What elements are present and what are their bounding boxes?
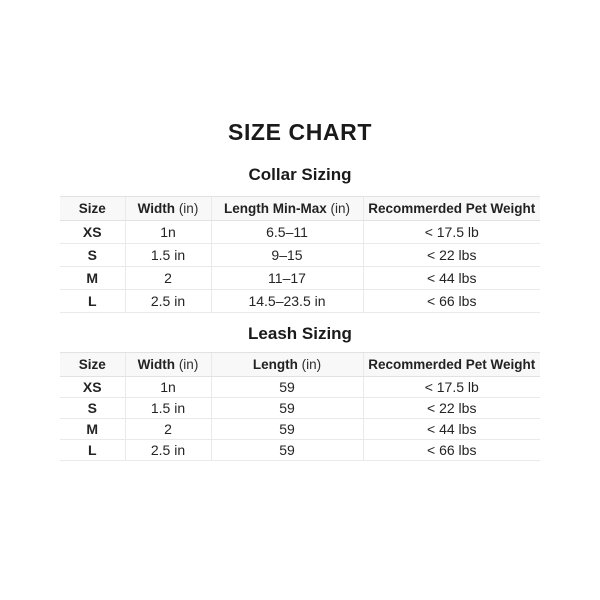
length-cell: 9–15 [211, 244, 363, 267]
collar-sizing-table [60, 196, 540, 313]
length-cell: 59 [211, 398, 363, 419]
width-cell: 1.5 in [125, 244, 211, 267]
leash-sizing-heading: Leash Sizing [248, 324, 352, 344]
table-row [60, 244, 540, 267]
width-cell: 1.5 in [125, 398, 211, 419]
table-row [60, 398, 540, 419]
size-cell: L [60, 290, 125, 313]
table-row [60, 377, 540, 398]
length-cell: 6.5–11 [211, 221, 363, 244]
table-row [60, 221, 540, 244]
weight-cell: < 66 lbs [363, 440, 540, 461]
weight-cell: < 66 lbs [363, 290, 540, 313]
weight-cell: < 44 lbs [363, 267, 540, 290]
collar-col-header-length: Length Min-Max (in) [211, 197, 363, 221]
table-row [60, 290, 540, 313]
weight-cell: < 22 lbs [363, 398, 540, 419]
weight-cell: < 44 lbs [363, 419, 540, 440]
length-cell: 59 [211, 377, 363, 398]
weight-cell: < 17.5 lb [363, 221, 540, 244]
leash-sizing-table [60, 352, 540, 461]
weight-cell: < 17.5 lb [363, 377, 540, 398]
table-row [60, 440, 540, 461]
size-cell: L [60, 440, 125, 461]
size-cell: XS [60, 221, 125, 244]
collar-col-header-width: Width (in) [125, 197, 211, 221]
collar-col-header-weight: Recommerded Pet Weight [363, 197, 540, 221]
collar-header-row [60, 197, 540, 221]
leash-col-header-length: Length (in) [211, 353, 363, 377]
leash-col-header-width: Width (in) [125, 353, 211, 377]
leash-header-row [60, 353, 540, 377]
size-cell: S [60, 244, 125, 267]
width-cell: 2.5 in [125, 440, 211, 461]
length-cell: 59 [211, 419, 363, 440]
width-cell: 2 [125, 419, 211, 440]
width-cell: 1n [125, 221, 211, 244]
size-cell: M [60, 267, 125, 290]
length-cell: 14.5–23.5 in [211, 290, 363, 313]
leash-col-header-size: Size [60, 353, 125, 377]
size-cell: S [60, 398, 125, 419]
length-cell: 59 [211, 440, 363, 461]
width-cell: 2 [125, 267, 211, 290]
length-cell: 11–17 [211, 267, 363, 290]
table-row [60, 419, 540, 440]
collar-sizing-heading: Collar Sizing [248, 165, 352, 185]
table-row [60, 267, 540, 290]
page-title: SIZE CHART [228, 119, 372, 145]
weight-cell: < 22 lbs [363, 244, 540, 267]
collar-col-header-size: Size [60, 197, 125, 221]
width-cell: 1n [125, 377, 211, 398]
size-cell: XS [60, 377, 125, 398]
size-cell: M [60, 419, 125, 440]
leash-col-header-weight: Recommerded Pet Weight [363, 353, 540, 377]
width-cell: 2.5 in [125, 290, 211, 313]
